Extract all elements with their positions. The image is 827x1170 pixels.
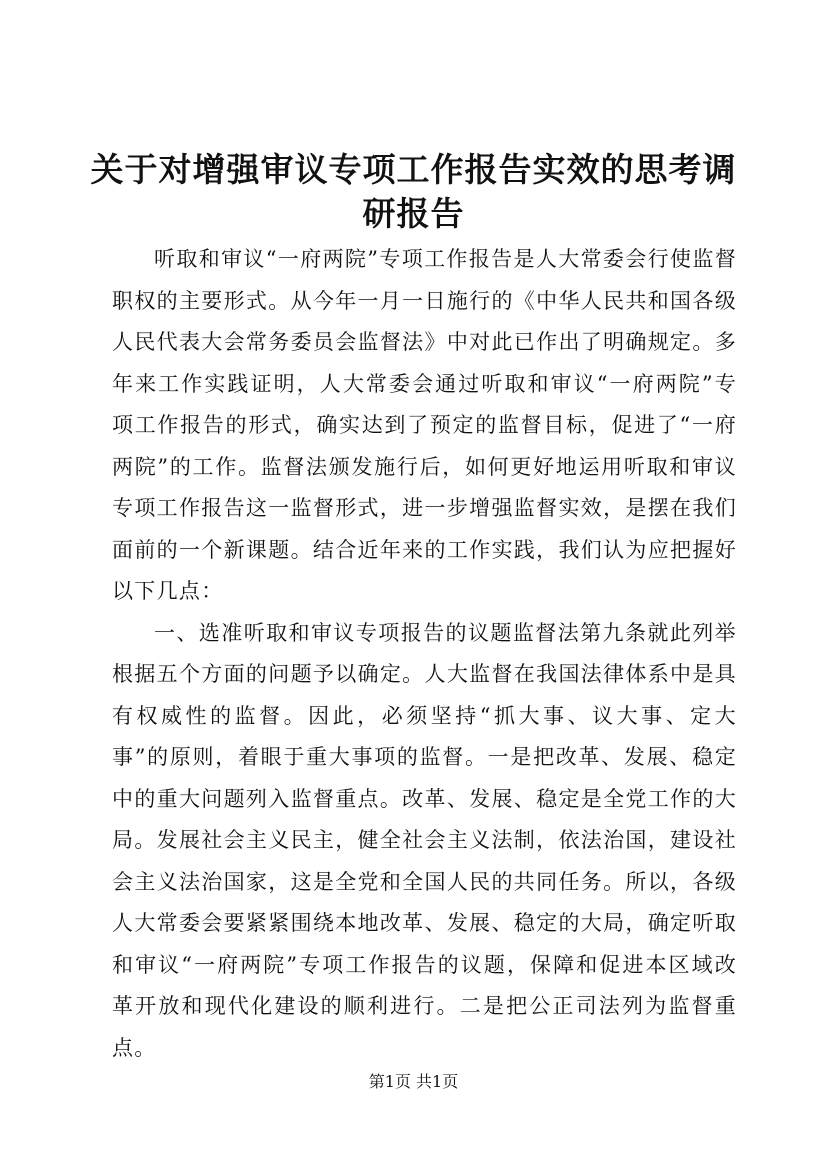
- document-body: [112, 239, 737, 1069]
- document-title: 关于对增强审议专项工作报告实效的思考调研报告: [90, 150, 737, 233]
- page-footer: 第1页 共1页: [368, 1072, 459, 1091]
- paragraph-section-one: 一、选准听取和审议专项报告的议题监督法第九条就此列举根据五个方面的问题予以确定。人大监督在我国法律体系中是具有权威性的监督。因此，必须坚持“抓大事、议大事、定大事”的原则，着眼于重大事项的监督。一是把改革、发展、稳定中的重大问题列入监督重点。改革、发展、稳定是全党工作的大局。发展社会主义民主，健全社会主义法制，依法治国，建设社会主义法治国家，这是全党和全国人民的共同任务。所以，各级人大常委会要紧紧围绕本地改革、发展、稳定的大局，确定听取和审议“一府两院”专项工作报告的议题，保障和促进本区域改革开放和现代化建设的顺利进行。二是把公正司法列为监督重点。: [112, 620, 737, 1060]
- paragraph-intro: 听取和审议“一府两院”专项工作报告是人大常委会行使监督职权的主要形式。从今年一月一日施行的《中华人民共和国各级人民代表大会常务委员会监督法》中对此已作出了明确规定。多年来工作实践证明，人大常委会通过听取和审议“一府两院”专项工作报告的形式，确实达到了预定的监督目标，促进了“一府两院”的工作。监督法颁发施行后，如何更好地运用听取和审议专项工作报告这一监督形式，进一步增强监督实效，是摆在我们面前的一个新课题。结合近年来的工作实践，我们认为应把握好以下几点：: [112, 247, 737, 603]
